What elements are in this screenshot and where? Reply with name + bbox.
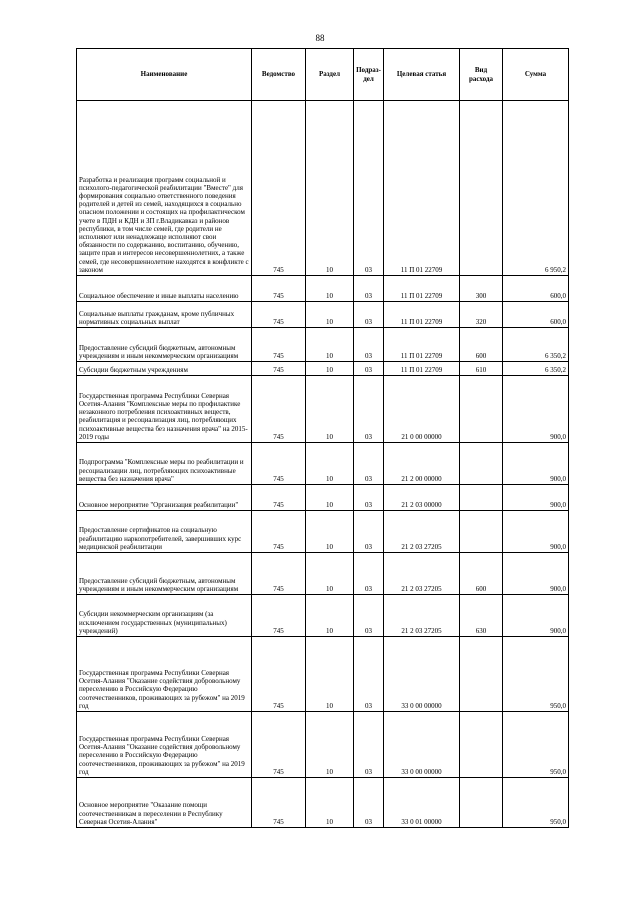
row-section-cell: 10 <box>306 376 354 443</box>
row-name-cell: Государственная программа Республики Северная Осетия-Алания "Оказание содействия добровольному переселению в Российскую Федерацию соотечественников, проживающих за рубежом" на 2019 год <box>77 637 252 712</box>
row-name-cell: Субсидии некоммерческим организациям (за исключением государственных (муниципальных) учреждений) <box>77 595 252 637</box>
header-subsection: Подраз- дел <box>354 49 384 101</box>
row-department-cell: 745 <box>252 328 306 362</box>
row-subsection-cell: 03 <box>354 362 384 376</box>
header-amount: Сумма <box>503 49 569 101</box>
row-target-article-cell: 11 П 01 22709 <box>384 328 460 362</box>
row-expense-type-cell <box>460 485 503 511</box>
row-department-cell: 745 <box>252 376 306 443</box>
row-name-cell: Предоставление сертификатов на социальную реабилитацию наркопотребителей, завершивших курс медицинской реабилитации <box>77 511 252 553</box>
row-section-cell: 10 <box>306 595 354 637</box>
row-expense-type-cell <box>460 637 503 712</box>
row-amount-cell: 950,0 <box>503 637 569 712</box>
row-target-article-cell: 11 П 01 22709 <box>384 276 460 302</box>
row-expense-type-cell <box>460 712 503 778</box>
row-amount-cell: 900,0 <box>503 553 569 595</box>
row-section-cell: 10 <box>306 328 354 362</box>
row-expense-type-cell: 600 <box>460 328 503 362</box>
row-department-cell: 745 <box>252 302 306 328</box>
row-subsection-cell: 03 <box>354 376 384 443</box>
table-row <box>77 443 569 485</box>
row-subsection-cell: 03 <box>354 443 384 485</box>
row-amount-cell: 900,0 <box>503 511 569 553</box>
row-name-cell: Разработка и реализация программ социальной и психолого-педагогической реабилитации "Вместе" для формирования социально ответственного поведения родителей и детей из семей, находящихся в социально опасном положении и состоящих на профилактическом учете в ПДН и КДН и ЗП г.Владикавказ и районов республики, в том числе семей, где родители не исполняют или ненадлежаще исполняют свои обязанности по содержанию, воспитанию, обучению, защите прав и интересов несовершеннолетних, а также семей, где несовершеннолетние находятся в конфликте с законом <box>77 101 252 276</box>
row-target-article-cell: 33 0 01 00000 <box>384 778 460 828</box>
row-target-article-cell: 21 2 00 00000 <box>384 443 460 485</box>
row-expense-type-cell <box>460 376 503 443</box>
row-expense-type-cell: 600 <box>460 553 503 595</box>
row-name-cell: Основное мероприятие "Организация реабилитации" <box>77 485 252 511</box>
table-row <box>77 553 569 595</box>
row-amount-cell: 600,0 <box>503 302 569 328</box>
row-expense-type-cell <box>460 511 503 553</box>
row-section-cell: 10 <box>306 712 354 778</box>
table-row <box>77 376 569 443</box>
row-department-cell: 745 <box>252 276 306 302</box>
row-expense-type-cell <box>460 443 503 485</box>
row-department-cell: 745 <box>252 511 306 553</box>
row-target-article-cell: 11 П 01 22709 <box>384 362 460 376</box>
row-name-cell: Подпрограмма "Комплексные меры по реабилитации и ресоциализации лиц, потребляющих психоактивные вещества без назначения врача" <box>77 443 252 485</box>
table-row <box>77 778 569 828</box>
row-target-article-cell: 21 2 03 27205 <box>384 553 460 595</box>
row-target-article-cell: 33 0 00 00000 <box>384 712 460 778</box>
row-amount-cell: 6 350,2 <box>503 328 569 362</box>
row-expense-type-cell <box>460 101 503 276</box>
row-amount-cell: 6 350,2 <box>503 362 569 376</box>
row-section-cell: 10 <box>306 276 354 302</box>
row-amount-cell: 6 950,2 <box>503 101 569 276</box>
row-subsection-cell: 03 <box>354 511 384 553</box>
row-name-cell: Основное мероприятие "Оказание помощи соотечественникам в переселении в Республику Северная Осетия-Алания" <box>77 778 252 828</box>
row-name-cell: Социальные выплаты гражданам, кроме публичных нормативных социальных выплат <box>77 302 252 328</box>
row-amount-cell: 900,0 <box>503 485 569 511</box>
row-section-cell: 10 <box>306 302 354 328</box>
row-department-cell: 745 <box>252 553 306 595</box>
row-department-cell: 745 <box>252 595 306 637</box>
row-section-cell: 10 <box>306 443 354 485</box>
table-row <box>77 595 569 637</box>
row-expense-type-cell: 320 <box>460 302 503 328</box>
row-subsection-cell: 03 <box>354 637 384 712</box>
row-subsection-cell: 03 <box>354 302 384 328</box>
row-department-cell: 745 <box>252 101 306 276</box>
row-amount-cell: 950,0 <box>503 778 569 828</box>
table-row <box>77 637 569 712</box>
table-row <box>77 485 569 511</box>
row-amount-cell: 600,0 <box>503 276 569 302</box>
header-section: Раздел <box>306 49 354 101</box>
table-row <box>77 328 569 362</box>
row-name-cell: Социальное обеспечение и иные выплаты населению <box>77 276 252 302</box>
row-target-article-cell: 21 2 03 27205 <box>384 511 460 553</box>
row-expense-type-cell: 300 <box>460 276 503 302</box>
row-department-cell: 745 <box>252 443 306 485</box>
row-amount-cell: 900,0 <box>503 443 569 485</box>
row-subsection-cell: 03 <box>354 553 384 595</box>
header-target-article: Целевая статья <box>384 49 460 101</box>
row-subsection-cell: 03 <box>354 485 384 511</box>
row-amount-cell: 950,0 <box>503 712 569 778</box>
row-target-article-cell: 11 П 01 22709 <box>384 101 460 276</box>
row-section-cell: 10 <box>306 637 354 712</box>
row-subsection-cell: 03 <box>354 595 384 637</box>
row-expense-type-cell: 630 <box>460 595 503 637</box>
row-subsection-cell: 03 <box>354 101 384 276</box>
table-row <box>77 362 569 376</box>
header-row <box>77 49 569 101</box>
header-department: Ведомство <box>252 49 306 101</box>
table-row <box>77 101 569 276</box>
row-target-article-cell: 11 П 01 22709 <box>384 302 460 328</box>
table-row <box>77 302 569 328</box>
row-target-article-cell: 21 0 00 00000 <box>384 376 460 443</box>
row-section-cell: 10 <box>306 101 354 276</box>
header-expense-type: Вид расхода <box>460 49 503 101</box>
row-department-cell: 745 <box>252 712 306 778</box>
row-section-cell: 10 <box>306 778 354 828</box>
row-section-cell: 10 <box>306 553 354 595</box>
row-name-cell: Государственная программа Республики Северная Осетия-Алания "Комплексные меры по профилактике незаконного потребления психоактивных веществ, реабилитация и ресоциализация лиц, потребляющих психоактивные вещества без назначения врача" на 2015-2019 годы <box>77 376 252 443</box>
header-name: Наименование <box>77 49 252 101</box>
row-department-cell: 745 <box>252 485 306 511</box>
row-name-cell: Предоставление субсидий бюджетным, автономным учреждениям и иным некоммерческим организациям <box>77 328 252 362</box>
row-target-article-cell: 21 2 03 00000 <box>384 485 460 511</box>
table-row <box>77 276 569 302</box>
table-row <box>77 511 569 553</box>
row-amount-cell: 900,0 <box>503 595 569 637</box>
row-department-cell: 745 <box>252 778 306 828</box>
row-section-cell: 10 <box>306 511 354 553</box>
row-expense-type-cell <box>460 778 503 828</box>
row-expense-type-cell: 610 <box>460 362 503 376</box>
row-department-cell: 745 <box>252 637 306 712</box>
row-name-cell: Предоставление субсидий бюджетным, автономным учреждениям и иным некоммерческим организациям <box>77 553 252 595</box>
row-target-article-cell: 33 0 00 00000 <box>384 637 460 712</box>
row-department-cell: 745 <box>252 362 306 376</box>
row-subsection-cell: 03 <box>354 712 384 778</box>
row-subsection-cell: 03 <box>354 328 384 362</box>
page-number: 88 <box>315 33 325 43</box>
row-target-article-cell: 21 2 03 27205 <box>384 595 460 637</box>
row-amount-cell: 900,0 <box>503 376 569 443</box>
row-section-cell: 10 <box>306 485 354 511</box>
table-row <box>77 712 569 778</box>
row-subsection-cell: 03 <box>354 276 384 302</box>
row-section-cell: 10 <box>306 362 354 376</box>
row-name-cell: Государственная программа Республики Северная Осетия-Алания "Оказание содействия добровольному переселению в Российскую Федерацию соотечественников, проживающих за рубежом" на 2019 год <box>77 712 252 778</box>
row-subsection-cell: 03 <box>354 778 384 828</box>
budget-table <box>76 48 569 828</box>
table-body <box>77 101 569 828</box>
row-name-cell: Субсидии бюджетным учреждениям <box>77 362 252 376</box>
